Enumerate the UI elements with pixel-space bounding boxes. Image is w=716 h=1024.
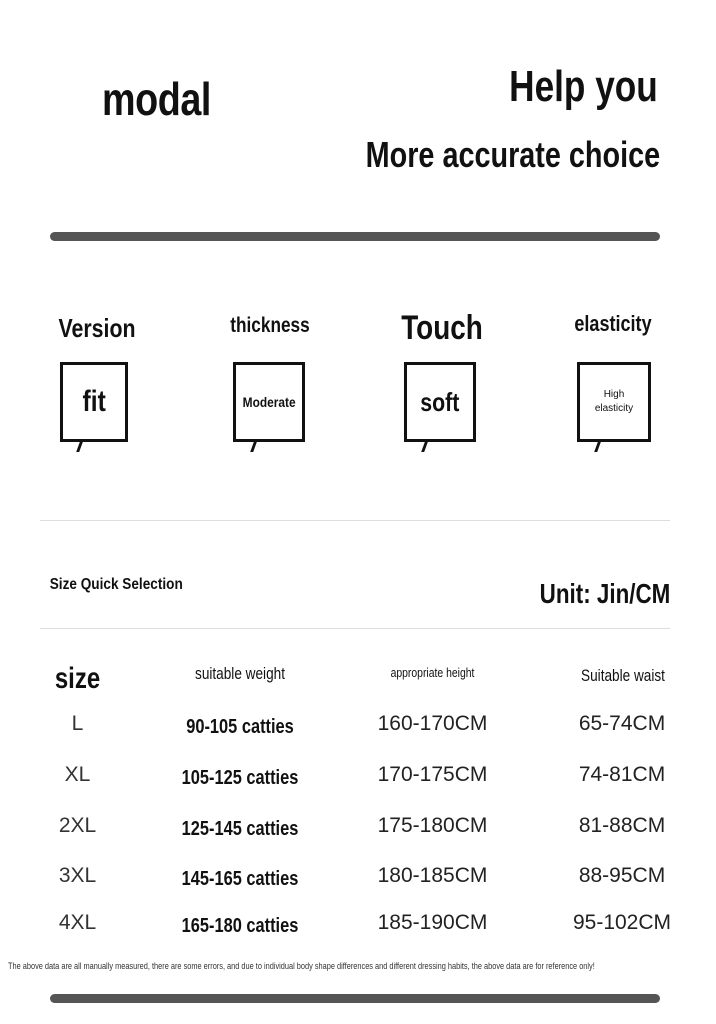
attribute-touch	[367, 306, 517, 350]
bottom-divider-bar	[50, 994, 660, 1003]
cell-size: 2XL	[58, 814, 97, 837]
cell-size: 4XL	[58, 911, 97, 934]
cell-waist: 74-81CM	[578, 763, 666, 786]
attribute-elasticity	[538, 302, 688, 346]
attribute-label: Touch	[401, 309, 483, 347]
table-header-size: size	[54, 662, 101, 695]
cell-size: XL	[64, 763, 91, 786]
cell-size: L	[71, 712, 84, 735]
cell-height: 170-175CM	[377, 763, 488, 786]
section-divider	[40, 628, 670, 629]
attribute-value-line2: elasticity	[594, 403, 634, 414]
table-header-height: appropriate height	[390, 665, 475, 680]
section-divider	[40, 520, 670, 521]
cell-weight: 90-105 catties	[186, 716, 294, 738]
cell-height: 180-185CM	[377, 864, 488, 887]
cell-height: 185-190CM	[377, 911, 488, 934]
cell-height: 160-170CM	[377, 712, 488, 735]
cell-size: 3XL	[58, 864, 97, 887]
cell-waist: 88-95CM	[578, 864, 666, 887]
unit-label: Unit: Jin/CM	[539, 578, 670, 609]
cell-waist: 65-74CM	[578, 712, 666, 735]
attribute-value: soft	[420, 386, 460, 417]
cell-weight: 165-180 catties	[181, 915, 299, 937]
table-header-waist: Suitable waist	[581, 666, 665, 685]
attribute-version	[22, 306, 172, 350]
disclaimer-footnote: The above data are all manually measured, there are some errors, and due to individual body shape differences and different dressing habits, the above data are for reference only!	[8, 961, 595, 971]
attribute-value-box	[60, 362, 128, 442]
cell-waist: 81-88CM	[578, 814, 666, 837]
attribute-value-box	[233, 362, 305, 442]
size-section-title: Size Quick Selection	[49, 576, 183, 593]
cell-weight: 105-125 catties	[181, 767, 299, 789]
attribute-value: Moderate	[242, 394, 296, 410]
cell-waist: 95-102CM	[572, 911, 672, 934]
cell-weight: 145-165 catties	[181, 868, 299, 890]
attribute-label: elasticity	[574, 311, 652, 336]
attribute-label: Version	[58, 313, 136, 343]
speech-tail-icon	[76, 442, 83, 452]
attribute-value-line1: High	[603, 389, 625, 400]
attribute-label: thickness	[230, 314, 310, 337]
top-divider-bar	[50, 232, 660, 241]
table-header-weight: suitable weight	[195, 664, 285, 683]
attribute-value-box	[577, 362, 651, 442]
speech-tail-icon	[421, 442, 428, 452]
cell-weight: 125-145 catties	[181, 818, 299, 840]
tagline-line1: Help you	[509, 62, 658, 111]
tagline-line2: More accurate choice	[365, 134, 660, 175]
cell-height: 175-180CM	[377, 814, 488, 837]
attribute-value-box	[404, 362, 476, 442]
brand-name: modal	[101, 73, 212, 125]
speech-tail-icon	[250, 442, 257, 452]
speech-tail-icon	[594, 442, 601, 452]
attribute-value: fit	[82, 385, 106, 418]
attribute-thickness	[195, 304, 345, 348]
